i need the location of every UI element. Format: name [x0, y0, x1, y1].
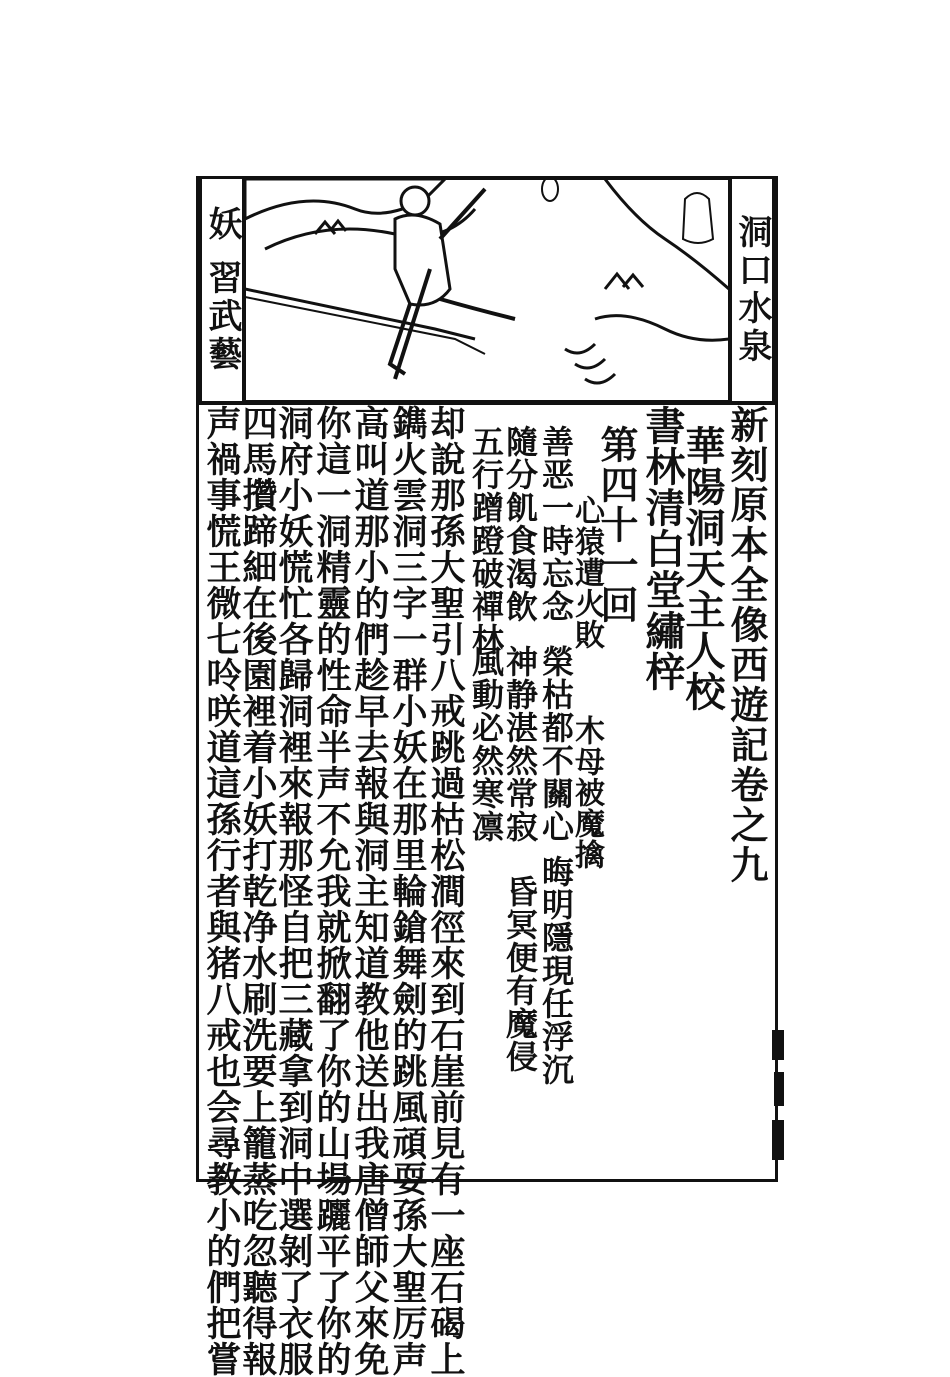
credit-editor: 華陽洞天主人校: [679, 425, 726, 712]
poem-line-3b: 風動必然寒凛: [467, 645, 505, 843]
poem-line-1c: 晦明隱現任浮沉: [537, 855, 575, 1086]
body-column-1: 却說那孫大聖引八戒跳過枯松澗徑來到石崖前見有一座石碣上: [425, 405, 466, 1377]
chapter-number: 第四十一回: [594, 425, 639, 625]
book-page: [196, 176, 778, 1377]
poem-line-2c: 昏冥便有魔侵: [501, 875, 539, 1073]
body-column-5: 洞府小妖慌忙各歸洞裡來報那怪自把三藏拿到洞中選剝了衣服: [273, 405, 314, 1377]
poem-line-1a: 善恶一時忘念: [537, 425, 575, 623]
book-title: 新刻原本全像西遊記卷之九: [724, 405, 769, 885]
left-caption-panel: [199, 179, 245, 401]
illustration-drawing: [245, 179, 729, 401]
body-column-7: 声禍事慌王微七呤咲道這孫行者與猪八戒也会尋教小的們把嘗: [201, 405, 242, 1377]
left-caption: 妖 習武藝: [202, 206, 242, 374]
poem-line-3a: 五行蹭蹬破禪林: [467, 425, 505, 656]
poem-line-2a: 隨分飢食渴飲: [501, 425, 539, 623]
chapter-title-a: 心猿遭火敗: [569, 495, 604, 650]
poem-line-2b: 神静湛然常寂: [501, 645, 539, 843]
credit-publisher: 書林清白堂繡梓: [639, 405, 686, 692]
poem-line-1b: 榮枯都不關心: [537, 645, 575, 843]
right-caption-panel: [729, 179, 775, 401]
page-edge-marks: [770, 1030, 790, 1190]
chapter-title-b: 木母被魔擒: [569, 715, 604, 870]
body-column-6: 四馬攢蹄細在後園裡着小妖打乾净水刷洗要上籠蒸吃忽聽得報: [237, 405, 278, 1377]
text-columns: [199, 405, 775, 1377]
body-column-2: 鐫火雲洞三字一群小妖在那里輪鎗舞劍的跳風頑耍孫大聖厉声: [387, 405, 428, 1377]
body-column-3: 高叫道那小的們趁早去報與洞主知道教他送出我唐僧師父來免: [349, 405, 390, 1377]
body-column-4: 你這一洞精靈的性命半声不允我就掀翻了你的山場躧平了你的: [311, 405, 352, 1377]
woodblock-illustration: [245, 179, 729, 401]
right-caption: 洞口水泉: [732, 214, 772, 366]
illustration-banner: [199, 179, 775, 405]
